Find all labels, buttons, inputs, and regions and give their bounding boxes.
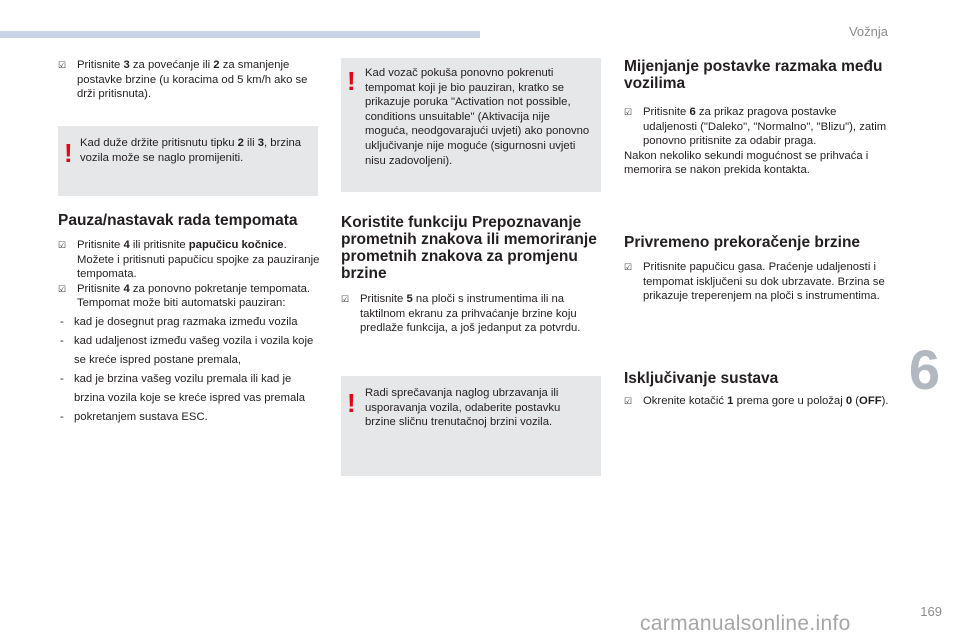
bullet-accept-speed: ☑ Pritisnite 5 na ploči s instrumentima ili na taktilnom ekranu za prihvaćanje brzine koju predlaže funkcija, a još jedanput za potvrdu. (341, 293, 581, 335)
warning-box-activation: ! Kad vozač pokuša ponovno pokrenuti tempomat koji je bio pauziran, kratko se prikazuje poruka "Activation not possible, conditions unsuitable" (Aktivacija nije moguća, neodgovarajući uvjeti) ako ponovno uključivanje nije moguće (sigurnosni uvjeti nisu zadovoljeni). (341, 58, 601, 192)
warning-box-speed-setting: ! Radi sprečavanja naglog ubrzavanja ili usporavanja vozila, odaberite postavku brzine sličnu trenutačnoj brzini vozila. (341, 376, 601, 476)
bullet-marker-icon: ☑ (58, 240, 67, 250)
page-number: 169 (920, 604, 942, 619)
bullet-marker-icon: ☑ (58, 60, 67, 70)
warning-exclamation-icon: ! (347, 66, 356, 96)
warning-exclamation-icon: ! (347, 388, 356, 418)
watermark: carmanualsonline.info (640, 612, 851, 635)
section-switch-off (624, 370, 890, 409)
bullet-pause: ☑ Pritisnite 4 ili pritisnite papučicu kočnice. Možete i pritisnuti papučicu spojke za pauziranje tempomata. (58, 239, 320, 281)
bullet-marker-icon: ☑ (624, 107, 633, 117)
list-item: - kad je dosegnut prag razmaka između vozila (60, 315, 298, 328)
heading-overspeed: Privremeno prekoračenje brzine (624, 234, 861, 251)
bullet-marker-icon: ☑ (624, 396, 633, 406)
heading-switch-off: Isključivanje sustava (624, 370, 779, 387)
bullet-gap: ☑ Pritisnite 6 za prikaz pragova postavke udaljenosti ("Daleko", "Normalno", "Blizu"), zatim ponovno pritisnite za odabir praga. (624, 106, 887, 148)
top-accent-bar (0, 31, 480, 38)
section-overspeed (624, 234, 890, 304)
list-item: - pokretanjem sustava ESC. (60, 410, 208, 423)
list-item: - kad udaljenost između vašeg vozila i vozila koje se kreće ispred postane premala, (60, 334, 314, 366)
section-gap-setting (624, 58, 890, 178)
warning-box-key-hold: ! Kad duže držite pritisnutu tipku 2 ili 3, brzina vozila može se naglo promijeniti. (58, 126, 318, 196)
column-left (58, 58, 320, 102)
list-item: - kad je brzina vašeg vozilu premala ili kad je brzina vozila koje se kreće ispred vas premala (60, 372, 306, 404)
bullet-overspeed: ☑ Pritisnite papučicu gasa. Praćenje udaljenosti i tempomat isključeni su dok ubrzavate. Brzina se prikazuje treperenjem na ploči s instrumentima. (624, 261, 885, 303)
warning-exclamation-icon: ! (64, 138, 73, 168)
bullet-marker-icon: ☑ (624, 262, 633, 272)
bullet-resume: ☑ Pritisnite 4 za ponovno pokretanje tempomata. Tempomat može biti automatski pauziran: (58, 282, 311, 310)
chapter-number: 6 (908, 338, 940, 401)
auto-pause-list (58, 313, 320, 427)
gap-paragraph: Nakon nekoliko sekundi mogućnost se prihvaća i memorira se nakon prekida kontakta. (624, 149, 869, 177)
bullet-marker-icon: ☑ (341, 294, 350, 304)
heading-pause-resume: Pauza/nastavak rada tempomata (58, 212, 298, 229)
heading-traffic-sign: Koristite funkciju Prepoznavanje prometnih znakova ili memoriranje prometnih znakova za promjenu brzine (341, 214, 597, 282)
section-traffic-sign (341, 214, 603, 336)
bullet-marker-icon: ☑ (58, 283, 67, 294)
bullet-switch-off: ☑ Okrenite kotačić 1 prema gore u položaj 0 (OFF). (624, 395, 889, 407)
bullet-speed-adjust: ☑ Pritisnite 3 za povećanje ili 2 za smanjenje postavke brzine (u koracima od 5 km/h ako se drži pritisnuta). (58, 59, 308, 101)
section-pause-resume (58, 212, 320, 427)
chapter-title: Vožnja (848, 24, 888, 39)
heading-gap-setting: Mijenjanje postavke razmaka među vozilima (624, 58, 883, 92)
